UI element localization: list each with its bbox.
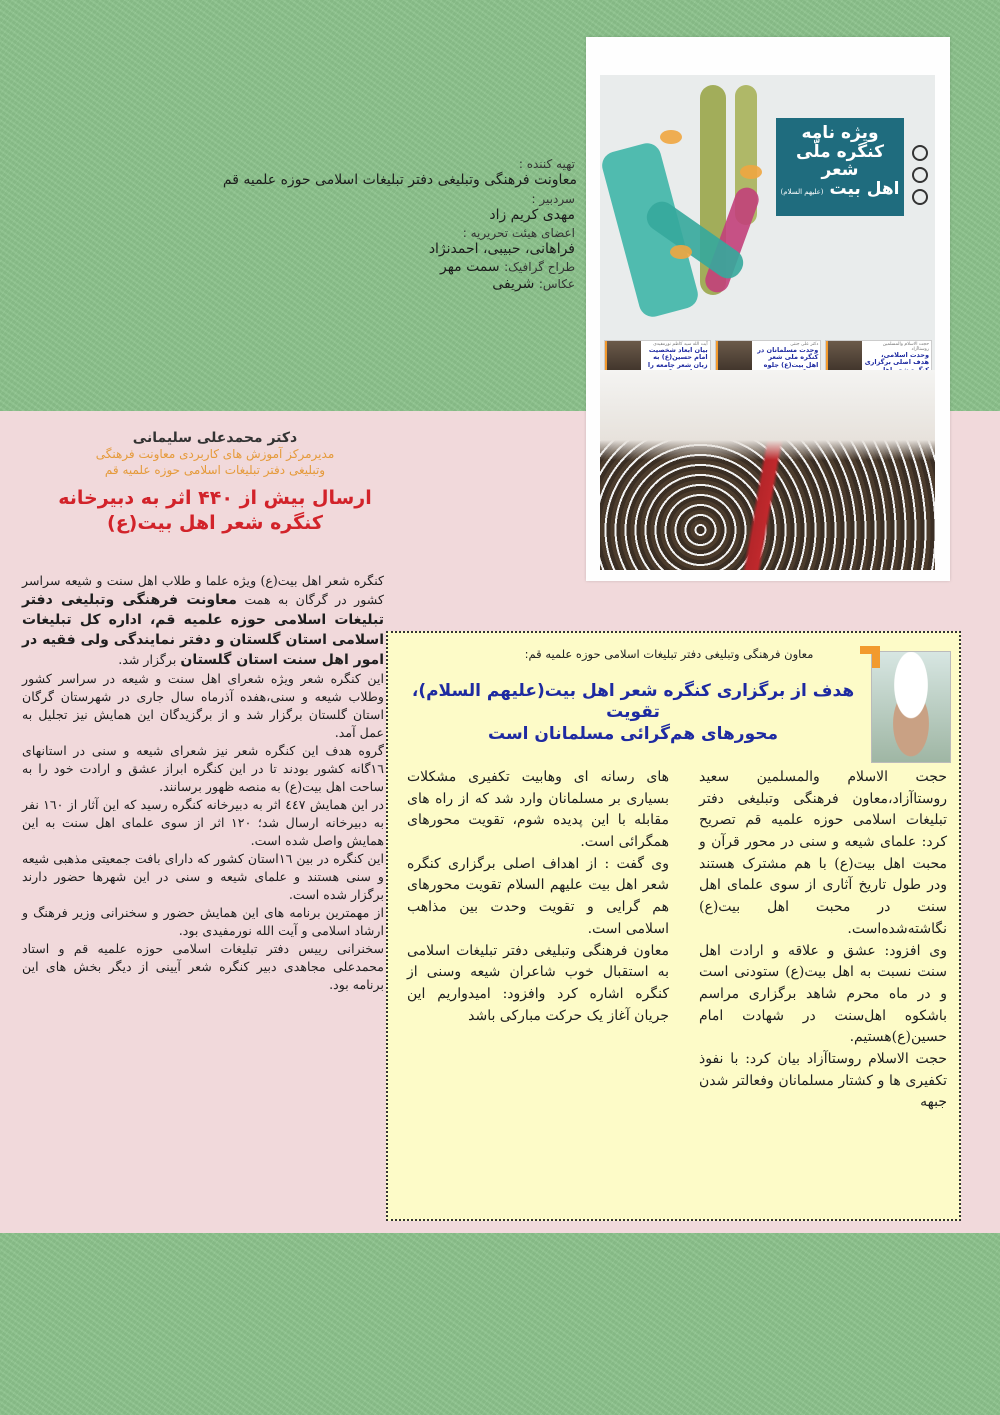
paragraph: وی افزود: عشق و علاقه و ارادت اهل سنت نسبت به اهل بیت(ع) ستودنی است و در ماه محرم شاهد برگزاری مراسم باشکوه اهل‌سنت در شهادت امام حسین(ع)هستیم.: [699, 942, 947, 1046]
feature-headline: وحدت اسلامی، هدف اصلی برگزاری: [864, 351, 929, 367]
paragraph: حجت الاسلام والمسلمین سعید روستاآزاد،معاون فرهنگی وتبلیغی دفتر تبلیغات اسلامی حوزه علمیه قم تصریح کرد: علمای شیعه و سنی در محور قرآن و محبت اهل بیت(ع) با هم مشترک هستند ودر طول تاریخ آثاری از سوی علمای اهل سنت در محبت اهل بیت(ع) نگاشته‌شده‌است.: [699, 769, 947, 937]
organization-logo-icon: [912, 189, 928, 205]
paragraph: سخنرانی رییس دفتر تبلیغات اسلامی حوزه علمیه قم و استاد محمدعلی مجاهدی دبیر کنگره شعر آیینی از دیگر بخش های این برنامه بود.: [22, 941, 384, 993]
paragraph: این کنگره شعر ویژه شعرای اهل سنت و شیعه در سراسر کشور وطلاب شیعه و سنی،هفده آذرماه سال جاری در شهرستان گرگان استان گلستان برگزار شد و از برگزیدگان این همایش نیز تجلیل به عمل آمد.: [22, 671, 384, 741]
editor-name: مهدی کریم زاد: [489, 206, 575, 223]
cover-title-line: ویژه نامه: [801, 123, 879, 143]
designer-name: سمت مهر: [439, 258, 500, 275]
author-role: وتبلیغی دفتر تبلیغات اسلامی حوزه علمیه قم: [104, 463, 326, 478]
organization-logo-icon: [912, 145, 928, 161]
designer-row: [330, 259, 575, 277]
author-role: مدیرمرکز آموزش های کاربردی معاونت فرهنگی: [95, 447, 335, 461]
interview-box: [386, 631, 961, 1221]
paragraph: در این همایش ٤٤٧ اثر به دبیرخانه کنگره رسید که این آثار از ١٦٠ نفر به دبیرخانه ارسال شد؛ ١٢٠ اثر از سوی علمای اهل سنت به این همایش واصل شده است.: [22, 797, 384, 849]
paragraph: های رسانه ای وهابیت تکفیری مشکلات بسیاری بر مسلمانان وارد شد که از راه های مقابله با این پدیده شوم، تقویت محورهای همگرائی است.: [407, 769, 669, 851]
article-header: [20, 430, 410, 536]
photographer-row: [330, 276, 575, 294]
cover-card: [586, 37, 950, 581]
board-members: فراهانی، حبیبی، احمدنژاد: [428, 241, 575, 257]
photographer-label: عکاس:: [538, 277, 575, 291]
cover-title: [776, 118, 904, 216]
feature-author: آیت الله سید کاظم نورمفیدی: [653, 342, 708, 347]
author-name: دکتر محمدعلی سلیمانی: [132, 430, 298, 446]
cover-artwork: [600, 75, 935, 390]
interview-kicker: معاون فرهنگی وتبلیغی دفتر تبلیغات اسلامی حوزه علمیه قم:: [524, 647, 814, 661]
interview-headline: هدف از برگزاری کنگره شعر اهل بیت(علیهم السلام)، تقویت محورهای هم‌گرائی مسلمانان است: [411, 681, 855, 744]
board-label: اعضای هیئت تحریریه :: [462, 226, 575, 240]
interview-column-right: [699, 767, 947, 1114]
bird-icon: [660, 130, 682, 144]
paragraph: کنگره شعر اهل بیت(ع) ویژه علما و طلاب اهل سنت و شیعه سراسر کشور در گرگان به همت معاونت فرهنگی وتبلیغی دفتر تبلیغات اسلامی حوزه علمیه قم، اداره کل تبلیغات اسلامی استان گلستان و دفتر نمایندگی ولی فقیه در امور اهل سنت استان گلستان برگزار شد.: [22, 573, 384, 669]
cover-title-suffix: (علیهم السلام): [780, 188, 824, 197]
interview-column-left: [407, 767, 669, 1027]
credits-block: [222, 155, 577, 294]
article-headline: ارسال بیش از ۴۴۰ اثر به دبیرخانه کنگره شعر اهل بیت(ع): [58, 487, 372, 535]
photographer-name: شریفی: [492, 276, 535, 292]
bird-icon: [670, 245, 692, 259]
feature-author: حجت الاسلام والمسلمین روستاآزاد: [882, 342, 929, 352]
cover-title-line: اهل بیت (علیهم السلام): [780, 179, 900, 200]
feature-headline: وحدت مسلمانان در کنگره ملی شعر اهل بیت(ع) جلوه: [757, 346, 819, 369]
interviewee-portrait: [871, 651, 951, 763]
bird-icon: [740, 165, 762, 179]
paragraph: این کنگره در بین ١٦استان کشور که دارای بافت جمعیتی مذهبی شیعه و سنی هستند و علمای شیعه و سنی در این شهرها حضور دارند برگزار شده است.: [22, 851, 384, 903]
conference-hall-photo: [600, 370, 935, 570]
designer-label: طراح گرافیک:: [504, 259, 575, 274]
paragraph: گروه هدف این کنگره شعر نیز شعرای شیعه و سنی در استانهای ١٦گانه کشور بودند تا در این کنگره ابراز عشق و ارادت خود را به ساحت اهل بیت(ع) به منصه ظهور برسانند.: [22, 743, 384, 795]
cover-title-line: شعر: [821, 160, 859, 181]
paragraph: از مهمترین برنامه های این همایش حضور و سخنرانی وزیر فرهنگ و ارشاد اسلامی و آیت الله نورمفیدی بود.: [22, 905, 384, 939]
cover-logos: [910, 145, 930, 211]
organization-logo-icon: [912, 167, 928, 183]
article-body: [22, 572, 384, 994]
editor-label: سردبیر :: [531, 191, 575, 206]
prepared-by: معاونت فرهنگی وتبلیغی دفتر تبلیغات اسلامی حوزه علمیه قم: [222, 172, 577, 188]
paragraph: وی گفت : از اهداف اصلی برگزاری کنگره شعر اهل بیت علیهم السلام تقویت محورهای هم گرایی و تقویت وحدت بین مذاهب اسلامی است.: [407, 855, 669, 937]
paragraph: معاون فرهنگی وتبلیغی دفتر تبلیغات اسلامی به استقبال خوب شاعران شیعه وسنی از کنگره اشاره کرد وافزود: امیدواریم این جریان آغاز یک حرکت مبارکی باشد: [407, 942, 669, 1024]
feature-headline: بیان ابعاد شخصیت امام حسین(ع) به زبان شعر جامعه را: [647, 346, 708, 369]
feature-author: دکتر علی جنتی: [790, 342, 819, 347]
paragraph: حجت الاسلام روستاآزاد بیان کرد: با نفوذ تکفیری ها و کشتار مسلمانان وفعالتر شدن جبهه: [699, 1050, 947, 1111]
cover-title-line: کنگره ملّی: [796, 141, 884, 162]
prepared-by-label: تهیه کننده :: [518, 157, 575, 171]
